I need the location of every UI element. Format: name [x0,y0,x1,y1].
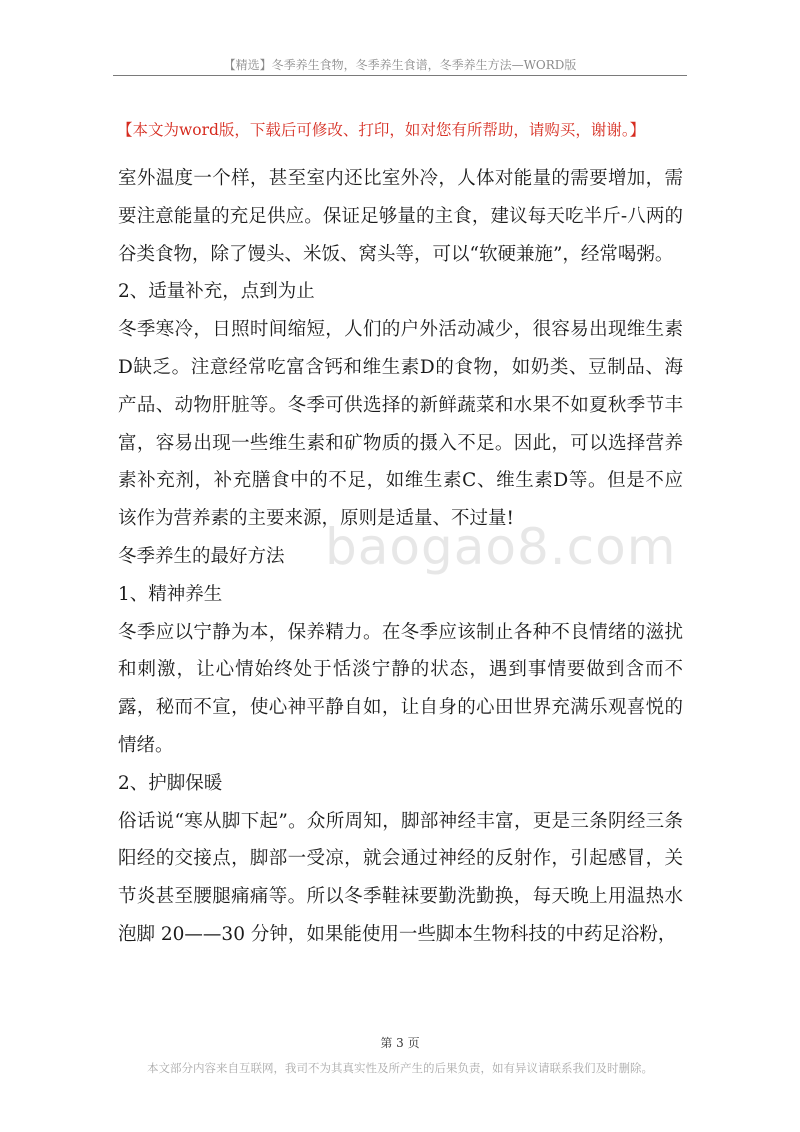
page-number: 第 3 页 [380,1036,420,1050]
footer-disclaimer: 本文部分内容来自互联网，我司不为其真实性及所产生的后果负责，如有异议请联系我们及时删除。 [147,1061,653,1075]
body-paragraph: 俗话说“寒从脚下起”。众所周知，脚部神经丰富，更是三条阴经三条阳经的交接点，脚部一受凉，就会通过神经的反射作，引起感冒，关节炎甚至腰腿痛痛等。所以冬季鞋袜要勤洗勤换，每天晚上用温热水泡脚 20——30 分钟，如果能使用一些脚本生物科技的中药足浴粉， [118,810,683,945]
page-header: 【精选】冬季养生食物，冬季养生食谱，冬季养生方法—WORD版 [223,58,577,72]
section-heading: 2、护脚保暖 [118,772,223,794]
body-paragraph: 冬季寒冷，日照时间缩短，人们的户外活动减少，很容易出现维生素D缺乏。注意经常吃富含钙和维生素D的食物，如奶类、豆制品、海产品、动物肝脏等。冬季可供选择的新鲜蔬菜和水果不如夏秋季节丰富，容易出现一些维生素和矿物质的摄入不足。因此，可以选择营养素补充剂，补充膳食中的不足，如维生素C、维生素D等。但是不应该作为营养素的主要来源，原则是适量、不过量! [118,319,683,530]
body-paragraph: 室外温度一个样，甚至室内还比室外冷，人体对能量的需要增加，需要注意能量的充足供应。保证足够量的主食，建议每天吃半斤-八两的谷类食物，除了馒头、米饭、窝头等，可以“软硬兼施”，经常喝粥。 [118,168,683,265]
document-body [118,160,683,954]
header-divider [113,75,687,76]
watermark: baogao8.com [325,518,677,576]
section-heading: 2、适量补充，点到为止 [118,281,315,303]
section-heading: 1、精神养生 [118,583,223,605]
section-heading: 冬季养生的最好方法 [118,545,285,567]
body-paragraph: 冬季应以宁静为本，保养精力。在冬季应该制止各种不良情绪的滋扰和刺激，让心情始终处于恬淡宁静的状态，遇到事情要做到含而不露，秘而不宣，使心神平静自如，让自身的心田世界充满乐观喜悦的情绪。 [118,621,683,756]
word-version-notice: 【本文为word版，下载后可修改、打印，如对您有所帮助，请购买，谢谢。】 [117,121,646,139]
